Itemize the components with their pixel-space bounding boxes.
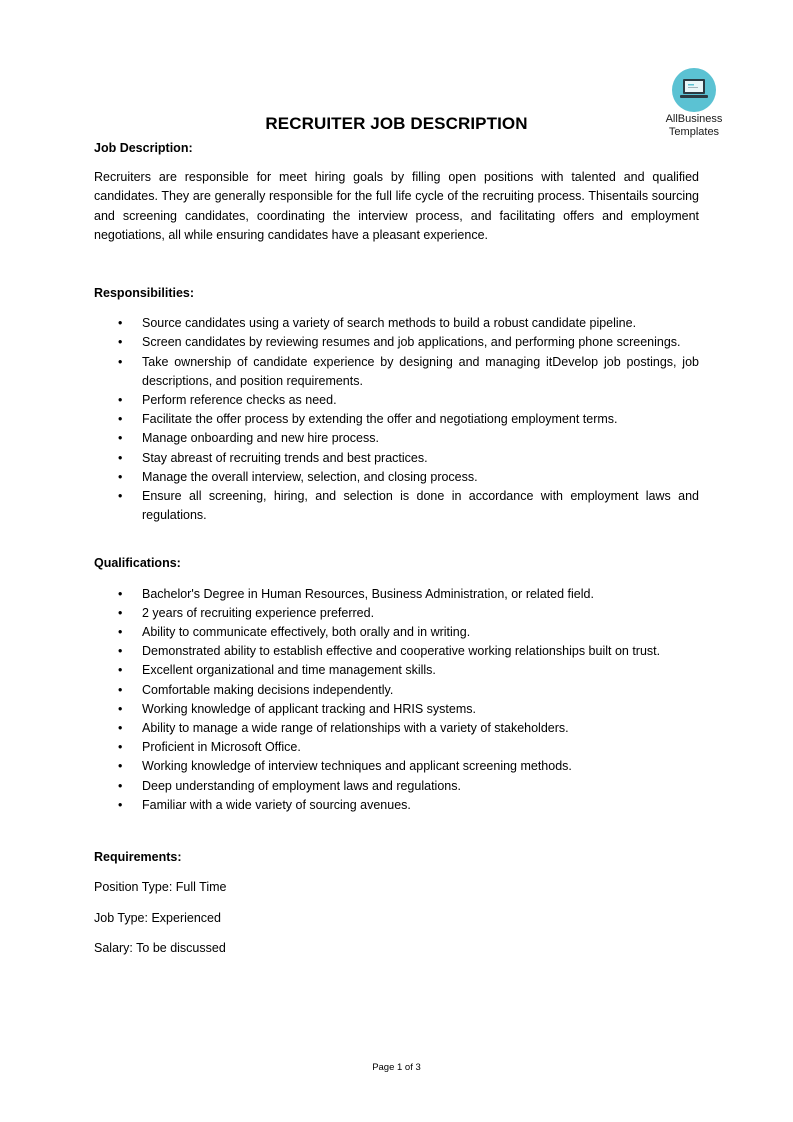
list-item-text: Working knowledge of applicant tracking and HRIS systems. — [142, 701, 476, 716]
bullet: • — [118, 625, 123, 640]
page-title: RECRUITER JOB DESCRIPTION — [265, 114, 528, 133]
list-item-text: Ability to communicate effectively, both orally and in writing. — [142, 625, 471, 640]
list-item — [94, 487, 699, 525]
list-item-text: Manage the overall interview, selection, and closing process. — [142, 469, 478, 484]
job-description-heading: Job Description: — [94, 141, 193, 155]
list-item — [94, 661, 699, 680]
logo-line-1: AllBusiness — [665, 113, 723, 125]
list-item — [94, 681, 699, 700]
list-item-text: Excellent organizational and time management skills. — [142, 663, 436, 678]
list-item — [94, 777, 699, 796]
bullet: • — [118, 489, 123, 504]
list-item-text: Ensure all screening, hiring, and selection is done in accordance with employment laws and regulations. — [142, 489, 699, 523]
bullet: • — [118, 644, 123, 659]
bullet: • — [118, 797, 123, 812]
list-item-text: Ability to manage a wide range of relationships with a variety of stakeholders. — [142, 721, 569, 736]
bullet: • — [118, 450, 123, 465]
salary: Salary: To be discussed — [94, 940, 226, 955]
list-item-text: Proficient in Microsoft Office. — [142, 740, 301, 755]
bullet: • — [118, 778, 123, 793]
bullet: • — [118, 663, 123, 678]
list-item-text: Take ownership of candidate experience by designing and managing itDevelop job postings, job descriptions, and position requirements. — [142, 354, 699, 388]
list-item — [94, 429, 699, 448]
position-type: Position Type: Full Time — [94, 880, 227, 895]
laptop-icon — [672, 68, 716, 112]
bullet: • — [118, 759, 123, 774]
list-item — [94, 333, 699, 352]
list-item-text: Bachelor's Degree in Human Resources, Business Administration, or related field. — [142, 586, 594, 601]
list-item — [94, 623, 699, 642]
list-item — [94, 449, 699, 468]
bullet: • — [118, 721, 123, 736]
list-item-text: Familiar with a wide variety of sourcing avenues. — [142, 797, 411, 812]
list-item — [94, 314, 699, 333]
bullet: • — [118, 469, 123, 484]
list-item-text: Working knowledge of interview techniques and applicant screening methods. — [142, 759, 572, 774]
list-item-text: Source candidates using a variety of search methods to build a robust candidate pipeline. — [142, 316, 637, 331]
responsibilities-list — [94, 314, 699, 525]
list-item — [94, 719, 699, 738]
list-item-text: Comfortable making decisions independently. — [142, 682, 394, 697]
list-item — [94, 757, 699, 776]
list-item — [94, 604, 699, 623]
bullet: • — [118, 335, 123, 350]
job-type: Job Type: Experienced — [94, 910, 221, 925]
list-item — [94, 796, 699, 815]
list-item-text: 2 years of recruiting experience preferred. — [142, 605, 375, 620]
list-item-text: Screen candidates by reviewing resumes and job applications, and performing phone screenings. — [142, 335, 681, 350]
bullet: • — [118, 431, 123, 446]
bullet: • — [118, 586, 123, 601]
list-item-text: Deep understanding of employment laws and regulations. — [142, 778, 461, 793]
bullet: • — [118, 701, 123, 716]
requirements-heading: Requirements: — [94, 850, 182, 865]
document-body — [94, 139, 699, 958]
list-item-text: Facilitate the offer process by extending the offer and negotiationg employment terms. — [142, 412, 618, 427]
list-item — [94, 738, 699, 757]
bullet: • — [118, 412, 123, 427]
list-item-text: Manage onboarding and new hire process. — [142, 431, 379, 446]
list-item — [94, 468, 699, 487]
bullet: • — [118, 682, 123, 697]
responsibilities-heading: Responsibilities: — [94, 286, 195, 301]
list-item — [94, 391, 699, 410]
bullet: • — [118, 354, 123, 369]
page-number: Page 1 of 3 — [372, 1062, 421, 1073]
list-item — [94, 585, 699, 604]
list-item-text: Demonstrated ability to establish effective and cooperative working relationships built on trust. — [142, 644, 661, 659]
list-item — [94, 353, 699, 391]
job-description-text: Recruiters are responsible for meet hiring goals by filling open positions with talented and qualified candidates. They are generally responsible for the full life cycle of the recruiting process. Thisentails sourcing and screening candidates, coordinating the interview process, and facilitating offers and employment negotiations, all while ensuring candidates have a pleasant experience. — [94, 170, 699, 242]
list-item — [94, 410, 699, 429]
logo-line-2: Templates — [668, 126, 720, 138]
bullet: • — [118, 740, 123, 755]
bullet: • — [118, 605, 123, 620]
qualifications-heading: Qualifications: — [94, 556, 181, 571]
list-item-text: Perform reference checks as need. — [142, 393, 337, 408]
list-item — [94, 642, 699, 661]
bullet: • — [118, 393, 123, 408]
list-item-text: Stay abreast of recruiting trends and best practices. — [142, 450, 428, 465]
list-item — [94, 700, 699, 719]
qualifications-list — [94, 585, 699, 815]
bullet: • — [118, 316, 123, 331]
